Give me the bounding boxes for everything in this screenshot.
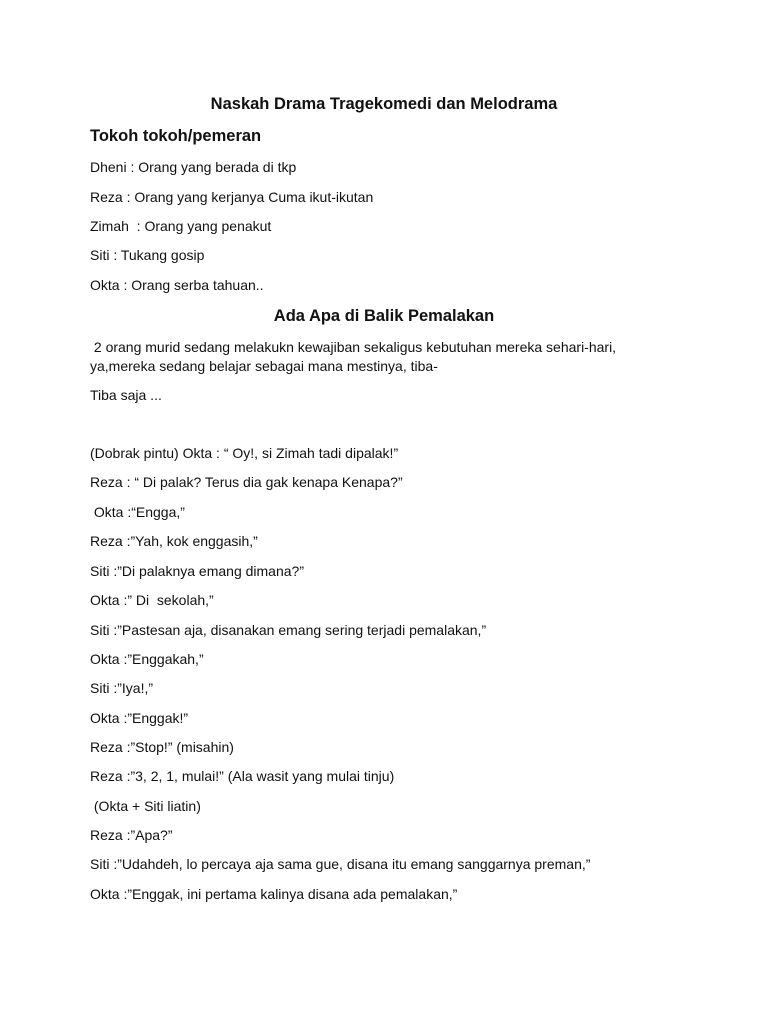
dialogue-line: Okta :”Enggak!”	[90, 710, 189, 726]
dialogue-line: Reza :”3, 2, 1, mulai!” (Ala wasit yang mulai tinju)	[90, 768, 395, 784]
cast-item: Reza : Orang yang kerjanya Cuma ikut-ikutan	[90, 189, 374, 205]
cast-heading: Tokoh tokoh/pemeran	[90, 127, 262, 145]
dialogue-line: Reza : “ Di palak? Terus dia gak kenapa Kenapa?”	[90, 474, 403, 490]
dialogue-line: (Okta + Siti liatin)	[90, 798, 201, 814]
intro-paragraph-line: 2 orang murid sedang melakukn kewajiban sekaligus kebutuhan mereka sehari-hari,	[90, 339, 617, 355]
intro-paragraph-line: Tiba saja ...	[90, 387, 162, 403]
dialogue-line: Okta :”Enggakah,”	[90, 651, 204, 667]
cast-item: Dheni : Orang yang berada di tkp	[90, 159, 297, 175]
dialogue-line: Siti :”Iya!,”	[90, 680, 154, 696]
dialogue-line: Okta :”Enggak, ini pertama kalinya disana ada pemalakan,”	[90, 886, 458, 902]
dialogue-line: Reza :”Yah, kok enggasih,”	[90, 533, 258, 549]
cast-item: Siti : Tukang gosip	[90, 247, 205, 263]
dialogue-line: Siti :”Pastesan aja, disanakan emang sering terjadi pemalakan,”	[90, 622, 487, 638]
document-title: Naskah Drama Tragekomedi dan Melodrama	[210, 95, 558, 113]
dialogue-line: Siti :”Udahdeh, lo percaya aja sama gue, disana itu emang sanggarnya preman,”	[90, 856, 591, 872]
dialogue-line: (Dobrak pintu) Okta : “ Oy!, si Zimah tadi dipalak!”	[90, 445, 399, 461]
cast-item: Zimah : Orang yang penakut	[90, 218, 272, 234]
dialogue-line: Reza :”Stop!” (misahin)	[90, 739, 234, 755]
dialogue-line: Okta :” Di sekolah,”	[90, 592, 214, 608]
dialogue-line: Siti :”Di palaknya emang dimana?”	[90, 563, 304, 579]
scene-title: Ada Apa di Balik Pemalakan	[273, 307, 495, 325]
dialogue-line: Okta :“Engga,”	[90, 504, 185, 520]
intro-paragraph-line: ya,mereka sedang belajar sebagai mana mestinya, tiba-	[90, 358, 438, 374]
dialogue-line: Reza :”Apa?”	[90, 827, 173, 843]
cast-item: Okta : Orang serba tahuan..	[90, 277, 264, 293]
